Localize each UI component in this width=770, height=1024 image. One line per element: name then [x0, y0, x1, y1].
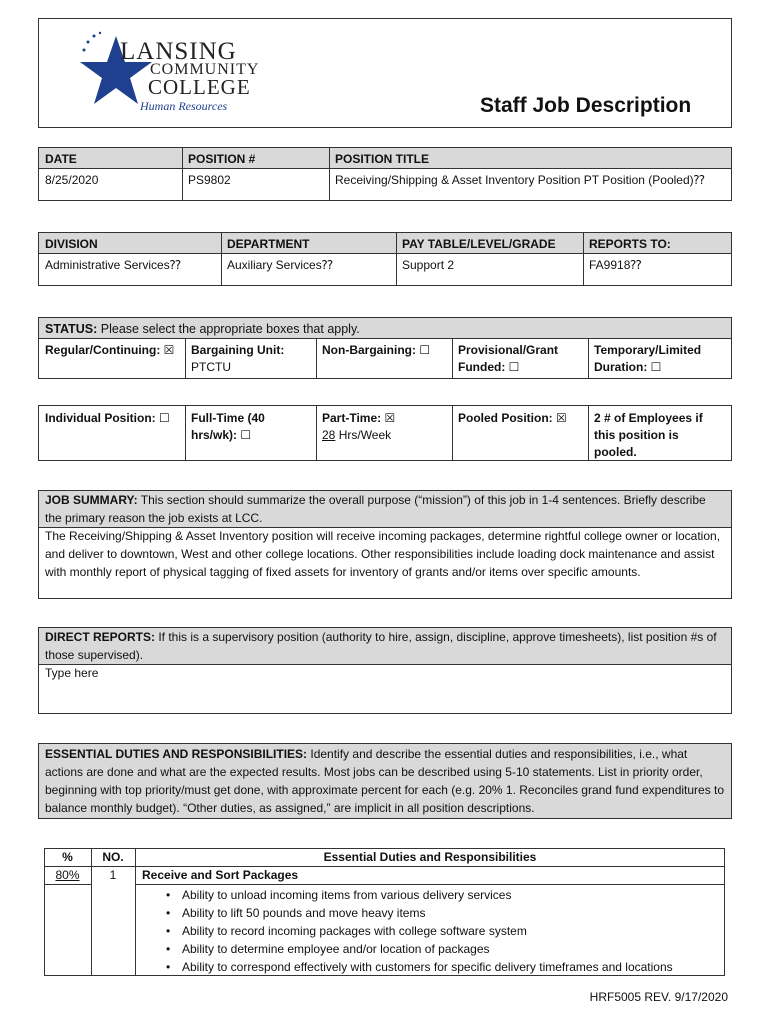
page-title: Staff Job Description — [480, 94, 692, 117]
department-label: DEPARTMENT — [227, 237, 310, 251]
regular-continuing-checkbox[interactable]: Regular/Continuing: ☒ — [45, 343, 175, 357]
division-value[interactable]: Administrative Services⁇ — [45, 258, 181, 272]
col-header-duties: Essential Duties and Responsibilities — [323, 850, 537, 864]
list-item[interactable]: • Ability to correspond effectively with customers for specific delivery timeframes and locations — [160, 958, 725, 976]
list-item[interactable]: • Ability to record incoming packages with college software system — [160, 922, 725, 940]
status-heading: STATUS: Please select the appropriate boxes that apply. — [45, 322, 360, 336]
duty-title[interactable]: Receive and Sort Packages — [142, 868, 299, 882]
reports-to-value[interactable]: FA9918⁇ — [589, 258, 642, 272]
date-value[interactable]: 8/25/2020 — [45, 173, 99, 187]
part-time-hours[interactable]: 28 — [322, 428, 336, 442]
pay-grade-value[interactable]: Support 2 — [402, 258, 455, 272]
division-label: DIVISION — [45, 237, 98, 251]
col-header-number: NO. — [102, 850, 124, 864]
full-time-checkbox[interactable]: Full-Time (40 hrs/wk): ☐ — [191, 411, 265, 442]
temporary-limited-checkbox[interactable]: Temporary/Limited Duration: ☐ — [594, 343, 702, 374]
logo-line-1: LANSING — [120, 38, 237, 65]
logo-line-4: Human Resources — [140, 99, 228, 113]
list-item[interactable]: • Ability to unload incoming items from various delivery services — [160, 886, 725, 904]
date-label: DATE — [45, 152, 77, 166]
job-summary-heading: JOB SUMMARY: This section should summarize the overall purpose (“mission”) of this job in 1-4 sentences. Briefly describe the primary reason the job exists at LCC. — [45, 493, 706, 525]
bargaining-unit[interactable]: Bargaining Unit: PTCTU — [191, 343, 285, 374]
logo-line-3: COLLEGE — [148, 75, 251, 99]
part-time-checkbox[interactable]: Part-Time: ☒ 28 Hrs/Week — [322, 411, 396, 442]
position-title-label: POSITION TITLE — [335, 152, 430, 166]
direct-reports-input[interactable]: Type here — [45, 666, 99, 680]
logo-line-2: COMMUNITY — [150, 61, 260, 78]
duty-items-list — [160, 886, 725, 976]
list-item[interactable]: • Ability to lift 50 pounds and move heavy items — [160, 904, 725, 922]
department-value[interactable]: Auxiliary Services⁇ — [227, 258, 333, 272]
position-number-value[interactable]: PS9802 — [188, 173, 231, 187]
essential-duties-heading: ESSENTIAL DUTIES AND RESPONSIBILITIES: Identify and describe the essential duties and responsibilities, i.e., what actions are done and what are the expected results. Most jobs can be described using 5-10 statements. List in priority order, beginning with top priority/must get done, with approximate percent for each (e.g. 20% 1. Reconciles grand fund expenditures to balance monthly budget). “Other duties, as assigned,” are implicit in all position descriptions. — [45, 747, 725, 815]
employees-pooled-count[interactable]: 2 # of Employees if this position is pooled. — [594, 411, 703, 459]
college-logo — [72, 20, 268, 116]
pay-grade-label: PAY TABLE/LEVEL/GRADE — [402, 237, 556, 251]
reports-to-label: REPORTS TO: — [589, 237, 671, 251]
position-title-value[interactable]: Receiving/Shipping & Asset Inventory Position PT Position (Pooled)⁇ — [335, 173, 705, 187]
form-revision-footer: HRF5005 REV. 9/17/2020 — [589, 990, 728, 1004]
non-bargaining-checkbox[interactable]: Non-Bargaining: ☐ — [322, 343, 431, 357]
col-header-percent: % — [62, 850, 73, 864]
duty-number[interactable]: 1 — [109, 868, 117, 882]
pooled-position-checkbox[interactable]: Pooled Position: ☒ — [458, 411, 567, 425]
direct-reports-heading: DIRECT REPORTS: If this is a supervisory position (authority to hire, assign, discipline, approve timesheets), list position #s of those supervised). — [45, 630, 717, 662]
position-number-label: POSITION # — [188, 152, 256, 166]
individual-position-checkbox[interactable]: Individual Position: ☐ — [45, 411, 170, 425]
provisional-grant-checkbox[interactable]: Provisional/Grant Funded: ☐ — [458, 343, 559, 374]
list-item[interactable]: • Ability to determine employee and/or location of packages — [160, 940, 725, 958]
duty-percent[interactable]: 80% — [55, 868, 80, 882]
job-summary-text[interactable]: The Receiving/Shipping & Asset Inventory position will receive incoming packages, determine rightful college owner or location, and deliver to downtown, West and other college locations. Other responsibilities include loading dock maintenance and assist with monthly report of physical tagging of fixed assets for inventory of grants and/or items over specific amounts. — [45, 529, 721, 579]
